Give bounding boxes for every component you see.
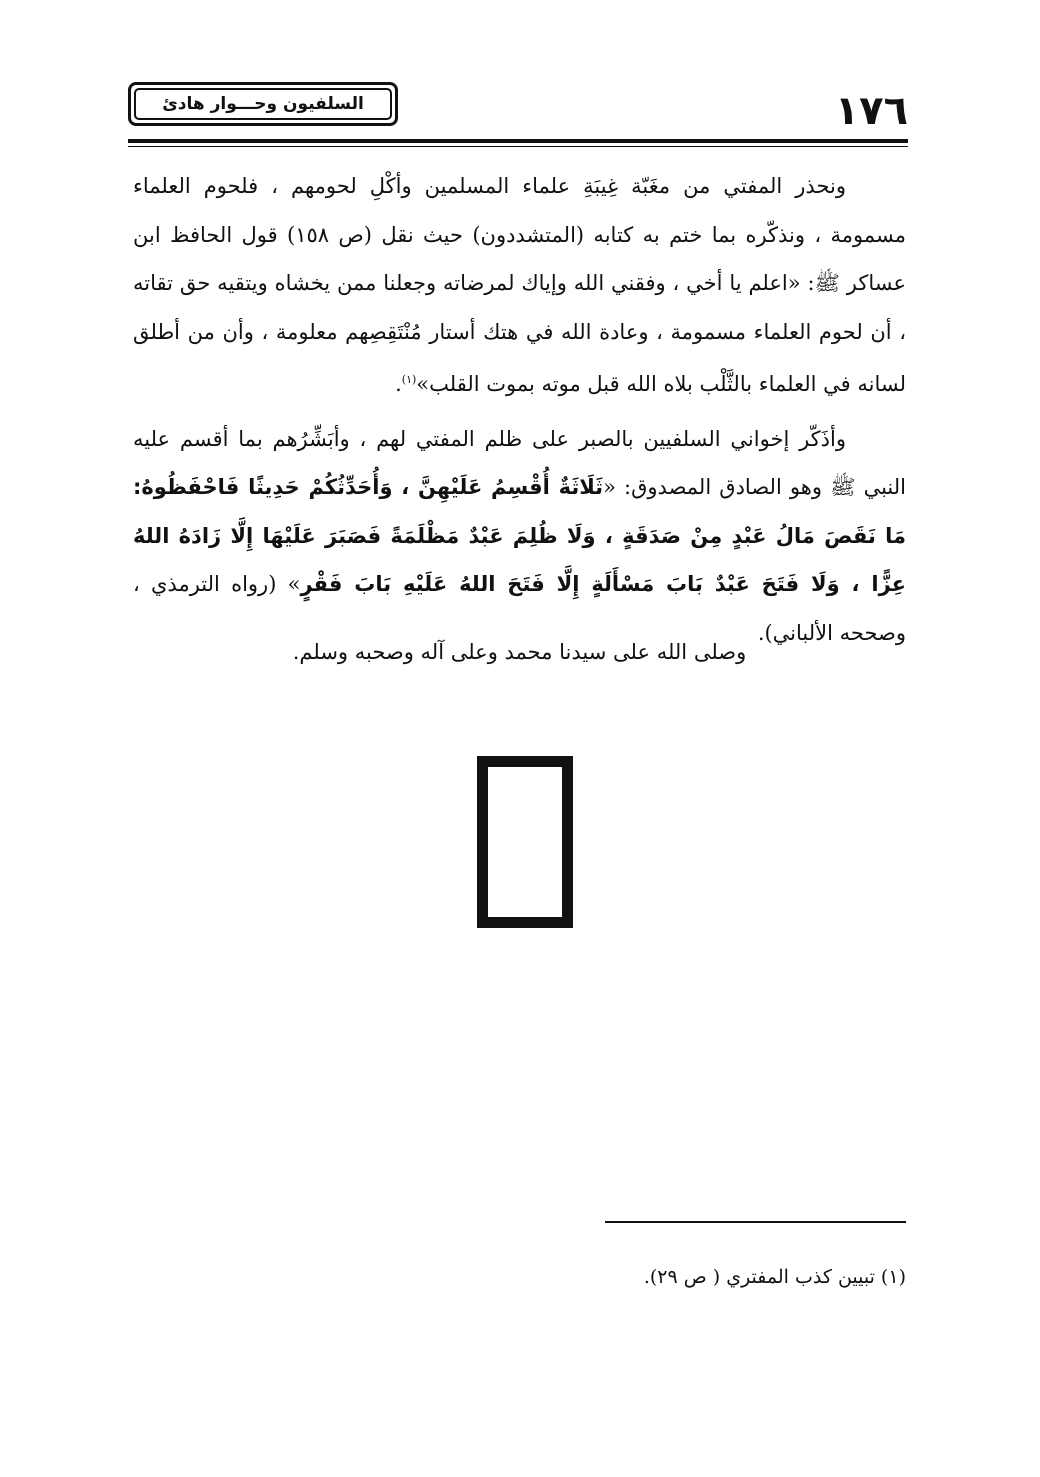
- paragraph-1-text: ونحذر المفتي من مغَبّة غِيبَةِ علماء المسلمين وأكْلِ لحومهم ، فلحوم العلماء مسمومة ، ونذكّره بما ختم به كتابه (المتشددون) حيث نقل (ص ١٥٨) قول الحافظ ابن عساكر ﷺ: «اعلم يا أخي ، وفقني الله وإياك لمرضاته وجعلنا ممن يخشاه ويتقيه حق تقاته ، أن لحوم العلماء مسمومة ، وعادة الله في هتك أستار مُنْتَقِصِهم معلومة ، وأن من أطلق لسانه في العلماء بالثَّلْب بلاه الله قبل موته بموت القلب»: [133, 174, 906, 396]
- page-header: [128, 82, 908, 152]
- footnote: (١) تبيين كذب المفتري ( ص ٢٩).: [643, 1266, 906, 1288]
- end-of-chapter-mark: [477, 756, 573, 928]
- paragraph-2: [133, 415, 906, 658]
- footnote-separator: [605, 1221, 906, 1223]
- running-title-frame: [128, 82, 398, 126]
- page-number: ١٧٦: [834, 88, 908, 134]
- main-text: [133, 162, 906, 657]
- running-title: السلفيون وحـــوار هادئ: [134, 88, 392, 120]
- footnote-reference: (١): [401, 373, 417, 386]
- paragraph-1-end: .: [395, 372, 402, 396]
- closing-line: وصلى الله على سيدنا محمد وعلى آله وصحبه وسلم.: [292, 640, 747, 664]
- paragraph-1: [133, 162, 906, 409]
- header-rule-thick: [128, 139, 908, 143]
- paragraph-2-outro: » (رواه الترمذي ، وصححه الألباني).: [133, 572, 906, 645]
- hadith-quote: ثَلَاثَةٌ أُقْسِمُ عَلَيْهِنَّ ، وَأُحَدِّثُكُمْ حَدِيثًا فَاحْفَظُوهُ: مَا نَقَصَ مَالُ عَبْدٍ مِنْ صَدَقَةٍ ، وَلَا ظُلِمَ عَبْدٌ مَظْلَمَةً فَصَبَرَ عَلَيْهَا إِلَّا زَادَهُ اللهُ عِزًّا ، وَلَا فَتَحَ عَبْدٌ بَابَ مَسْأَلَةٍ إِلَّا فَتَحَ اللهُ عَلَيْهِ بَابَ فَقْرٍ: [133, 475, 906, 596]
- paragraph-2-intro: وأذَكّر إخواني السلفيين بالصبر على ظلم المفتي لهم ، وأبَشِّرُهم بما أقسم عليه النبي ﷺ وهو الصادق المصدوق: «: [133, 426, 907, 499]
- header-rule-thin: [128, 146, 908, 147]
